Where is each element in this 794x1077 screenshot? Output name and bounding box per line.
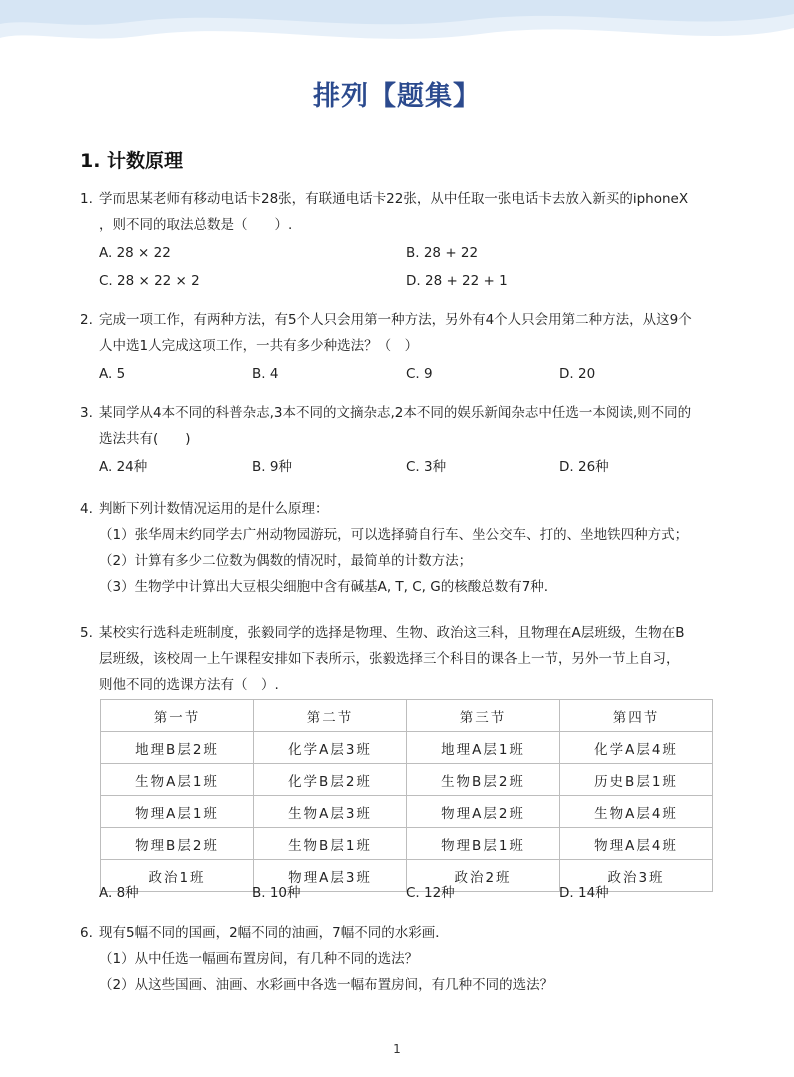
question-number: 5. (80, 625, 93, 641)
header-wave-decoration (0, 0, 794, 60)
option-c: C. 12种 (406, 885, 455, 901)
table-cell: 生物A层1班 (101, 764, 254, 796)
question-text-line: 现有5幅不同的国画，2幅不同的油画，7幅不同的水彩画． (99, 925, 449, 941)
question-number: 6. (80, 925, 93, 941)
question-text-line: 选法共有( ) (99, 431, 191, 447)
table-row (101, 828, 713, 860)
question-number: 2. (80, 312, 93, 328)
option-c: C. 9 (406, 366, 433, 382)
question-number: 4. (80, 501, 93, 517)
question-text-line: 判断下列计数情况运用的是什么原理： (99, 501, 329, 517)
table-cell: 物理B层2班 (101, 828, 254, 860)
table-header-cell: 第三节 (407, 700, 560, 732)
sub-question-1: （1）从中任选一幅画布置房间，有几种不同的选法？ (99, 951, 419, 967)
sub-question-2: （2）计算有多少二位数为偶数的情况时，最简单的计数方法； (99, 553, 473, 569)
section-heading: 1. 计数原理 (80, 150, 184, 172)
table-row (101, 732, 713, 764)
question-text-line: 则他不同的选课方法有（ ）. (99, 677, 279, 693)
table-cell: 地理A层1班 (407, 732, 560, 764)
sub-question-3: （3）生物学中计算出大豆根尖细胞中含有碱基A, T, C, G的核酸总数有7种. (99, 579, 549, 595)
table-header-cell: 第一节 (101, 700, 254, 732)
option-d: D. 28 + 22 + 1 (406, 273, 508, 289)
question-text-line: 某同学从4本不同的科普杂志,3本不同的文摘杂志,2本不同的娱乐新闻杂志中任选一本阅读,则不同的 (99, 405, 692, 421)
table-cell: 地理B层2班 (101, 732, 254, 764)
option-b: B. 10种 (252, 885, 301, 901)
option-d: D. 20 (559, 366, 596, 382)
question-text-line: ，则不同的取法总数是（ ）. (99, 217, 293, 233)
table-cell: 物理A层4班 (560, 828, 713, 860)
table-cell: 生物A层3班 (254, 796, 407, 828)
page-number: 1 (393, 1042, 401, 1056)
table-header-cell: 第四节 (560, 700, 713, 732)
table-cell: 物理A层3班 (254, 860, 407, 892)
table-cell: 政治1班 (101, 860, 254, 892)
document-title: 排列【题集】 (313, 81, 481, 112)
question-text-line: 学而思某老师有移动电话卡28张，有联通电话卡22张，从中任取一张电话卡去放入新买的iphoneX (99, 191, 689, 207)
question-text-line: 层班级，该校周一上午课程安排如下表所示，张毅选择三个科目的课各上一节，另外一节上自习， (99, 651, 680, 667)
question-5 (80, 620, 720, 698)
table-cell: 生物B层1班 (254, 828, 407, 860)
question-number: 1. (80, 191, 93, 207)
option-a: A. 8种 (99, 885, 139, 901)
sub-question-2: （2）从这些国画、油画、水彩画中各选一幅布置房间，有几种不同的选法？ (99, 977, 554, 993)
question-4 (80, 496, 720, 600)
question-text-line: 某校实行选科走班制度，张毅同学的选择是物理、生物、政治这三科，且物理在A层班级，生物在B (99, 625, 685, 641)
sub-question-1: （1）张华周末约同学去广州动物园游玩，可以选择骑自行车、坐公交车、打的、坐地铁四种方式； (99, 527, 689, 543)
option-a: A. 24种 (99, 459, 148, 475)
option-b: B. 9种 (252, 459, 292, 475)
table-cell: 物理B层1班 (407, 828, 560, 860)
option-d: D. 14种 (559, 885, 609, 901)
question-text-line: 人中选1人完成这项工作，一共有多少种选法？（ ） (99, 338, 419, 354)
question-5-options (80, 880, 720, 908)
table-header-row (101, 700, 713, 732)
table-cell: 物理A层1班 (101, 796, 254, 828)
question-1 (80, 186, 720, 296)
schedule-table (100, 699, 713, 892)
table-cell: 政治3班 (560, 860, 713, 892)
question-text-line: 完成一项工作，有两种方法，有5个人只会用第一种方法，另外有4个人只会用第二种方法，从这9个 (99, 312, 692, 328)
table-cell: 政治2班 (407, 860, 560, 892)
table-cell: 化学A层4班 (560, 732, 713, 764)
table-cell: 生物B层2班 (407, 764, 560, 796)
table-cell: 化学B层2班 (254, 764, 407, 796)
question-3 (80, 400, 720, 482)
option-c: C. 3种 (406, 459, 447, 475)
question-number: 3. (80, 405, 93, 421)
option-a: A. 5 (99, 366, 126, 382)
option-b: B. 4 (252, 366, 279, 382)
table-cell: 历史B层1班 (560, 764, 713, 796)
table-row (101, 764, 713, 796)
table-cell: 化学A层3班 (254, 732, 407, 764)
table-cell: 物理A层2班 (407, 796, 560, 828)
question-6 (80, 920, 720, 998)
option-b: B. 28 + 22 (406, 245, 479, 261)
table-row (101, 796, 713, 828)
table-cell: 生物A层4班 (560, 796, 713, 828)
table-header-cell: 第二节 (254, 700, 407, 732)
option-c: C. 28 × 22 × 2 (99, 273, 200, 289)
option-d: D. 26种 (559, 459, 609, 475)
option-a: A. 28 × 22 (99, 245, 171, 261)
question-2 (80, 307, 720, 389)
